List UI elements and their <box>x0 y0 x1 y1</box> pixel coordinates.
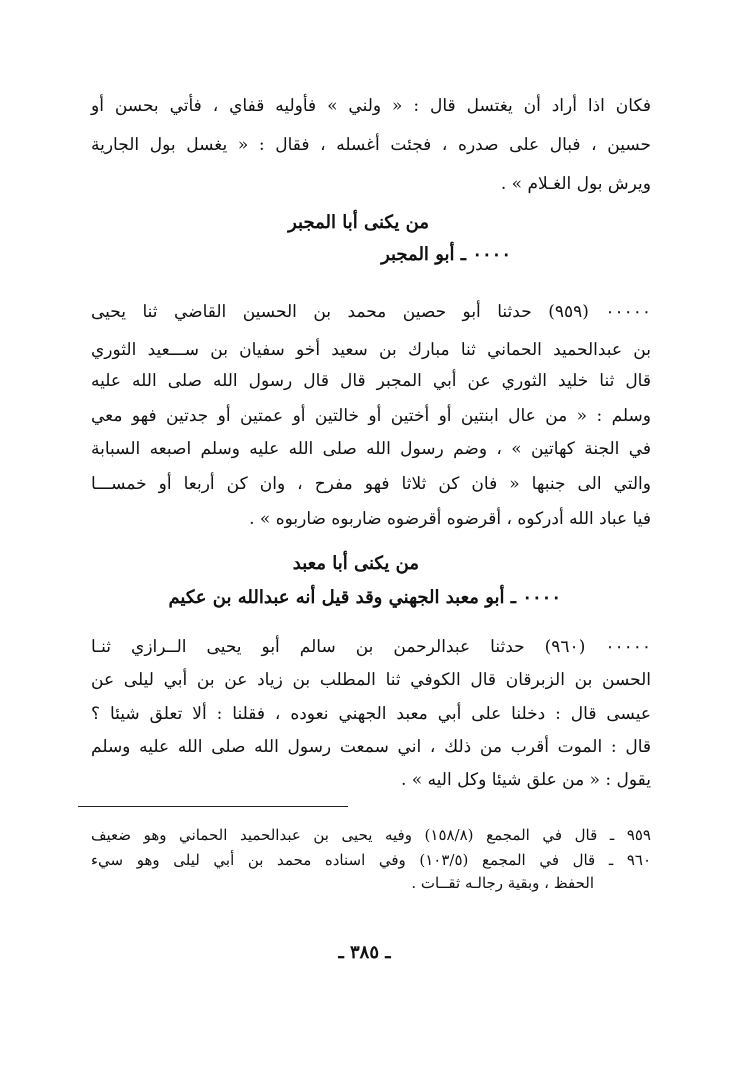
body-line: ويرش بول الغـلام » . <box>500 174 651 194</box>
footnote: الحفظ ، وبقية رجالـه ثقــات . <box>411 874 594 892</box>
body-line: قال : الموت أقرب من ذلك ، اني سمعت رسول الله صلى الله عليه وسلم <box>91 737 651 757</box>
footnote: ٩٦٠ ـ قال في المجمع (١٠٣/٥) وفي اسناده محمد بن أبي ليلى وهو سيء <box>91 851 651 869</box>
page-number: ـ ٣٨٥ ـ <box>338 942 391 963</box>
body-line: في الجنة كهاتين » ، وضم رسول الله صلى الله عليه وسلم اصبعه السبابة <box>91 439 651 459</box>
body-line: فيا عباد الله أدركوه ، أقرضوه أقرضوه ضاربوه ضاربوه » . <box>249 509 651 529</box>
body-line: الحسن بن الزبرقان قال الكوفي ثنا المطلب بن زياد عن بن أبي ليلى عن <box>91 670 651 690</box>
body-line: فكان اذا أراد أن يغتسل قال : « ولني » فأوليه قفاي ، فأتي بحسن أو <box>91 96 651 116</box>
section-subtitle: ٠٠٠٠ ـ أبو المجبر <box>381 244 511 265</box>
section-title: من يكنى أبا المجبر <box>288 212 429 233</box>
body-line: والتي الى جنبها « فان كن ثلاثا فهو مفرح ، وان كن أربعا أو خمســـا <box>91 474 651 494</box>
body-line: قال ثنا خليد الثوري عن أبي المجبر قال قال رسول الله صلى الله عليه <box>91 371 651 391</box>
body-line: بن عبدالحميد الحماني ثنا مبارك بن سعيد أخو سفيان بن ســـعيد الثوري <box>91 340 651 360</box>
body-line: ٠٠٠٠٠ (٩٥٩) حدثنا أبو حصين محمد بن الحسين القاضي ثنا يحيى <box>91 302 651 322</box>
footnote-divider <box>78 806 348 807</box>
section-subtitle: ٠٠٠٠ ـ أبو معبد الجهني وقد قيل أنه عبدالله بن عكيم <box>168 587 561 608</box>
section-title: من يكنى أبا معبد <box>292 553 419 574</box>
body-line: وسلم : « من عال ابنتين أو أختين أو خالتين أو عمتين أو جدتين فهو معي <box>91 406 651 426</box>
footnote: ٩٥٩ ـ قال في المجمع (١٥٨/٨) وفيه يحيى بن عبدالحميد الحماني وهو ضعيف <box>91 826 651 844</box>
body-line: ٠٠٠٠٠ (٩٦٠) حدثنا عبدالرحمن بن سالم أبو يحيى الــرازي ثنـا <box>91 637 651 657</box>
body-line: يقول : « من علق شيئا وكل اليه » . <box>400 770 651 790</box>
body-line: حسين ، فبال على صدره ، فجئت أغسله ، فقال : « يغسل بول الجارية <box>91 135 651 155</box>
body-line: عيسى قال : دخلنا على أبي معبد الجهني نعوده ، فقلنا : ألا تعلق شيئا ؟ <box>91 704 651 724</box>
